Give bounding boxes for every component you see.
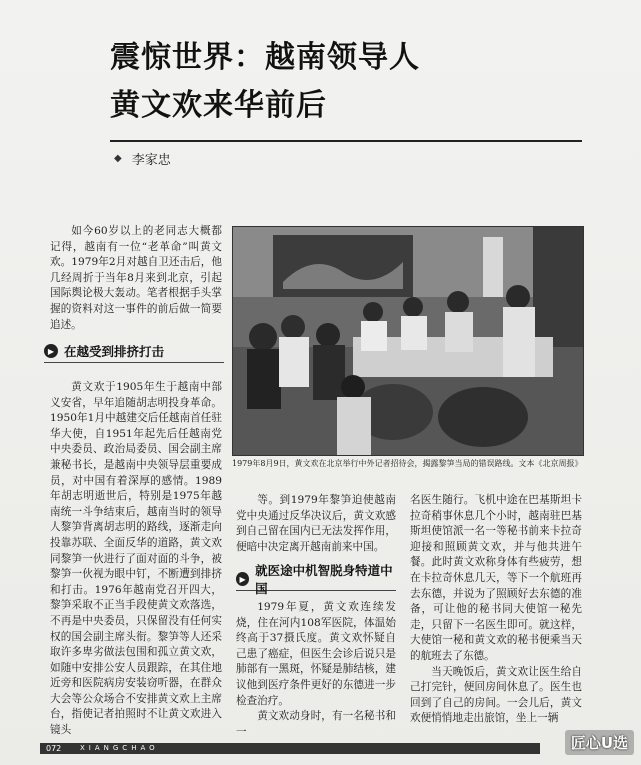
body-paragraph: 黄文欢动身时，有一名秘书和一 <box>236 710 396 738</box>
body-column-mid-bottom <box>236 600 396 738</box>
play-bullet-icon: ▶ <box>236 572 249 586</box>
watermark <box>522 727 634 757</box>
body-paragraph: 1979年夏，黄文欢连续发烧，住在河内108军医院，体温始终高于37摄氏度。黄文欢怀疑自己患了癌症，但医生会诊后说只是肺部有一黑斑，怀疑是肺结核，建议他到医疗条件更好的东德进一步检查治疗。 <box>236 601 396 707</box>
article-title <box>110 34 580 130</box>
play-bullet-icon: ▶ <box>44 344 58 358</box>
section-heading-1-text: 在越受到排挤打击 <box>64 344 165 359</box>
body-column-mid-top <box>236 493 396 561</box>
byline <box>114 148 171 168</box>
news-photo <box>232 226 584 456</box>
title-line-2: 黄文欢来华前后 <box>110 88 327 123</box>
press-conference-photo-icon <box>233 227 583 455</box>
body-paragraph: 黄文欢于1905年生于越南中部义安省，早年追随胡志明投身革命。1950年1月中越建交后任越南首任驻华大使，自1951年起先后任越南党中央委员、政治局委员、国会副主席兼秘书长，是越南中央领导层重要成员，对中国有着深厚的感情。1989年胡志明逝世后，特别是1975年越南统一斗争结束后，越南当时的领导人黎笋背离胡志明的路线，逐渐走向投靠苏联、全面反华的道路，黄文欢同黎笋一伙进行了面对面的斗争，被黎笋一伙视为眼中钉，不断遭到排挤和打击。1976年越南党召开四大，黎笋采取不正当手段使黄文欢落选，不再是中央委员，只保留没有任何实权的国会副主席头衔。黎笋等人还采取许多卑劣做法包围和孤立黄文欢，如随中安排公安人员跟踪，在其住地近旁和医院病房安装窃听器，在群众大会等公众场合不安排黄文欢上主席台，指使记者拍照时不让黄文欢进入镜头 <box>50 381 222 737</box>
author-name: 李家忠 <box>131 152 171 168</box>
section-heading-1 <box>44 340 224 363</box>
magazine-name: XIANGCHAO <box>80 744 159 752</box>
section-heading-2-text: 就医途中机智脱身特道中国 <box>255 563 393 596</box>
body-paragraph: 等。到1979年黎笋迫使越南党中央通过反华决议后，黄文欢感到自己留在国内已无法发挥作用，便暗中决定离开越南前来中国。 <box>236 494 396 553</box>
watermark-text: 匠心U选 <box>565 730 634 755</box>
lead-paragraph: 如今60岁以上的老同志大概都记得，越南有一位“老革命”叫黄文欢。1979年2月对越自卫还击后，他几经周折于当年8月来到北京，引起国际舆论极大轰动。笔者根据手头掌握的资料对这一事件的前后做一简要追述。 <box>50 225 222 331</box>
diamond-icon: ◆ <box>114 152 122 164</box>
body-paragraph: 名医生随行。飞机中途在巴基斯坦卡拉奇稍事休息几个小时，越南驻巴基斯坦使馆派一名一等秘书前来卡拉奇迎接和照顾黄文欢，并与他共进午餐。此时黄文欢称身体有些疲劳，想在卡拉奇休息几天，等下一个航班再去东德，并说为了照顾好去东德的准备，可让他的秘书同大使馆一秘先走，只留下一名医生即可。就这样，大使馆一秘和黄文欢的秘书便乘当天的航班去了东德。 <box>410 494 582 662</box>
title-rule <box>110 140 582 142</box>
photo-caption: 1979年8月9日，黄文欢在北京举行中外记者招待会，揭露黎笋当局的错误路线。文本《北京周报》 <box>232 459 583 468</box>
body-column-left <box>50 380 222 737</box>
section-heading-2 <box>236 563 396 596</box>
body-paragraph: 当天晚饭后，黄文欢让医生给自己打完针，便回房间休息了。医生也回到了自己的房间。一会儿后，黄文欢便悄悄地走出旅馆，坐上一辆 <box>410 665 582 725</box>
body-column-right <box>410 493 582 733</box>
page-number: 072 <box>46 744 62 753</box>
title-line-1: 震惊世界：越南领导人 <box>110 40 420 75</box>
